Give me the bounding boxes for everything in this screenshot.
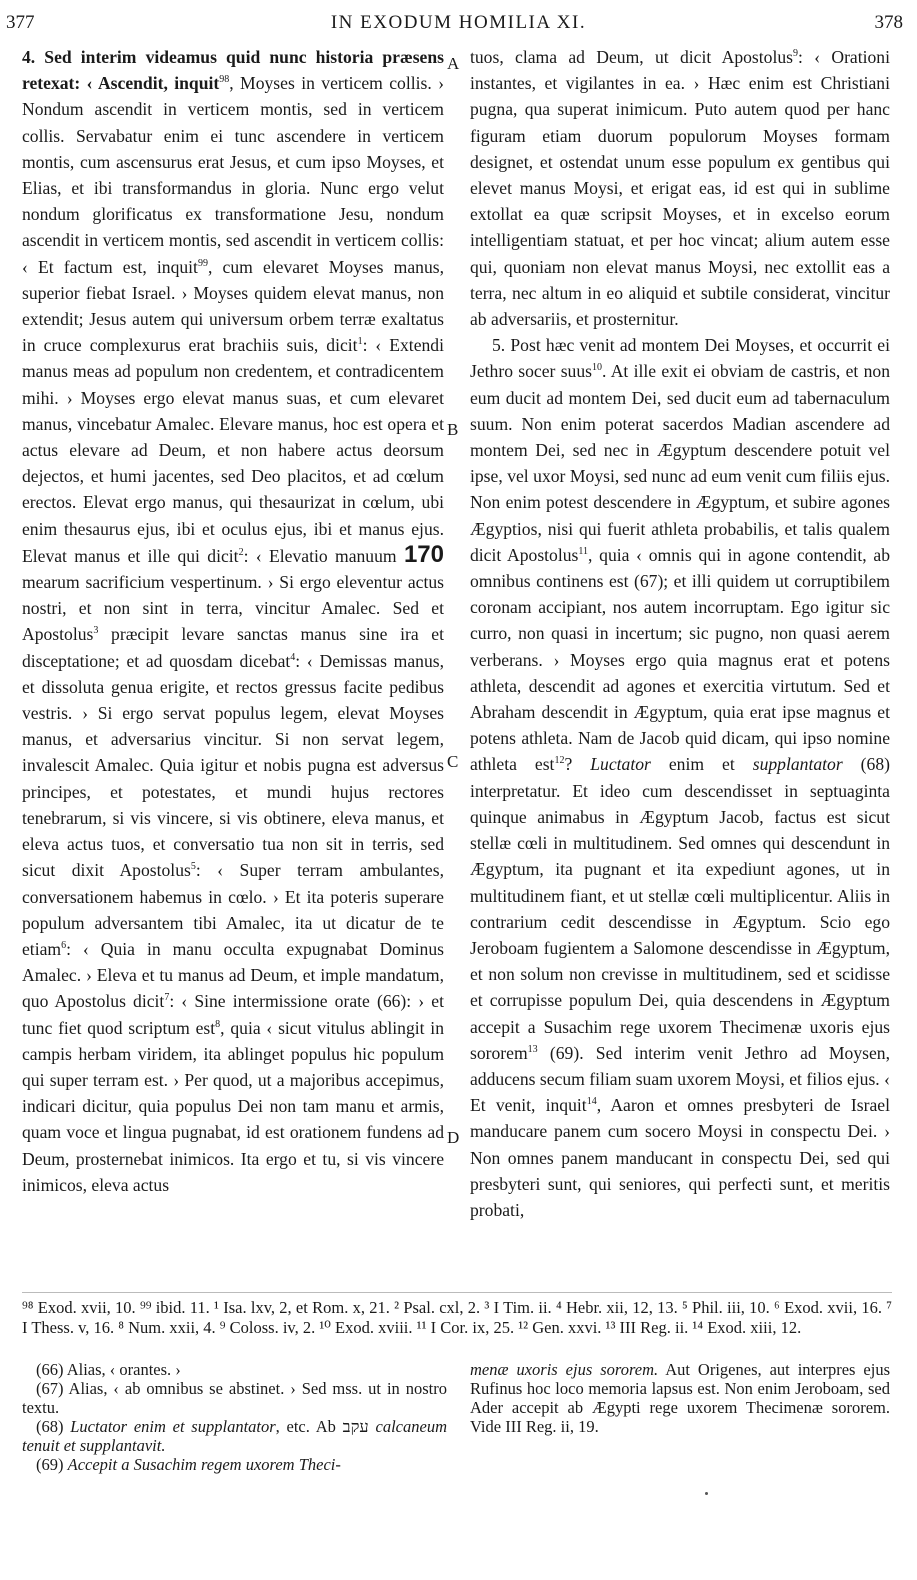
footnote-ref: 9 [792, 48, 798, 60]
note-69 [22, 1455, 447, 1474]
margin-letter-b: B [447, 420, 459, 439]
original-page-marker: 170 [403, 540, 444, 568]
scripture-references: ⁹⁸ Exod. xvii, 10. ⁹⁹ ibid. 11. ¹ Isa. lxv, 2, et Rom. x, 21. ² Psal. cxl, 2. ³ I Tim. ii. ⁴ Hebr. xii, 12, 13. ⁵ Phil. iii, 10. ⁶ Exod. xvii, 16. ⁷ I Thess. v, 16. ⁸ Num. xxii, 4. ⁹ Coloss. iv, 2. ¹⁰ Exod. xviii. ¹¹ I Cor. ix, 25. ¹² Gen. xxvi. ¹³ III Reg. ii. ¹⁴ Exod. xiii, 12. [22, 1298, 892, 1337]
italic-term: menæ uxoris ejus sororem. [470, 1360, 659, 1379]
italic-term: supplantator [752, 754, 843, 775]
text-run: . At ille exit ei obviam de castris, et non eum ducit ad montem Dei, sed ducit eum ad tabernaculum suum. Non enim poterat sacerdos Madian ascendere ad montem Dei, sed nec in Ægyptum descendere potuit vel ipse, vel uxor Moysi, sed nunc ad eum venit cum filiis ejus. Non enim potest descendere in Ægyptum, et subire agones Ægyptios, nisi qui fuerit athleta probabilis, et talis qualem dicit Apostolus [470, 361, 890, 565]
text-run: : ‹ Extendi manus meas ad populum non credentem, et contradicentem mihi. › Moyses ergo elevat manus suas, et cum elevaret manus, vincebatur Amalec. Elevare manus, hoc est opera et actus elevare ad Deum, et non habere actus deorsum dejectos, et humi jacentes, sed Deo placitos, et ad cœlum erectos. Elevat ergo manus, qui thesaurizat in cœlum, ubi enim thesaurus ejus, ibi et oculus ejus, ibi et manus ejus. Elevat manus et ille qui dicit [22, 335, 444, 566]
margin-letter-d: D [447, 1128, 460, 1147]
printer-speck [705, 1492, 708, 1495]
footnote-ref: 11 [578, 546, 589, 557]
text-run: (68) interpretatur. Et ideo cum descendisset in septuaginta quinque animabus in Ægyptum Jacob, factus est sicut stellæ cœli in multitudinem. Sed omnes qui descendunt in Ægyptum, ita pugnant et ita expediunt agones, ut in multitudinem fiant, et ut stellæ cœli multiplicentur. Aliis in contrarium cedit descendisse in Ægyptum. Scio ego Jeroboam fugientem a Salomone descendisse in Ægyptum, et non solum non crevisse in multitudinem, sed et scidisse et corrupisse populum Dei, quia descendens in Ægyptum accepit a Susachim rege uxorem Thecimenæ uxoris ejus sororem [470, 754, 890, 1063]
note-68 [22, 1417, 447, 1455]
italic-term: calcaneum tenuit et supplantavit. [22, 1417, 447, 1455]
note-67: (67) Alias, ‹ ab omnibus se abstinet. › Sed mss. ut in nostro textu. [22, 1379, 447, 1417]
text-run: (69). Sed interim venit Jethro ad Moysen, adducens secum filiam suam uxorem Moysi, et filios ejus. ‹ Et venit, inquit [470, 1042, 890, 1116]
right-column [470, 44, 890, 1223]
italic-term: Accepit a Susachim regem uxorem Theci- [67, 1455, 341, 1474]
hebrew-word: עקב [342, 1417, 369, 1436]
footnote-ref: 8 [215, 1018, 221, 1030]
page-number-right: 378 [874, 12, 903, 33]
text-run: : ‹ Sine intermissione orate (66): › et tunc fiet quod scriptum est [22, 991, 444, 1038]
footnote-ref: 12 [554, 755, 565, 767]
footnote-ref: 98 [219, 74, 230, 86]
text-run: : ‹ Orationi instantes, et vigilantes in ea. › Hæc enim est Christiani pugna, qua superat inimicum. Puto autem quod per hanc figuram etiam duorum populorum Moyses formam designet, et ostendat unum esse populum ex gentibus qui elevet manus Moysi, et erigat eas, id est qui in sublime extollat ea quæ scripsit Moyses, et in excelso eorum intelligentiam statuat, et per hoc vincat; alium autem esse qui, quoniam non elevat manus Moysi, nec extollit eas a terra, nec altum in eo aliquid et subtile considerat, vincitur ab adversariis, et prosternitur. [470, 47, 890, 330]
italic-term: Luctator enim et supplantator [70, 1417, 276, 1436]
text-run: (69) [36, 1455, 68, 1474]
footnote-ref: 99 [197, 257, 208, 269]
footnote-ref: 13 [527, 1043, 538, 1055]
section-opening: 4. Sed interim videamus quid nunc historia præsens retexat: ‹ Ascendit, inquit [22, 47, 444, 94]
text-run: Aut Origenes, aut interpres ejus Rufinus hoc loco memoria lapsus est. Non enim Jeroboam, sed Ader accepit ab Ægypti rege uxorem Thecimenæ sororem. Vide III Reg. ii, 19. [470, 1360, 890, 1436]
text-run: , quia ‹ sicut vitulus ablingit in campis herbam viridem, ita ablinget populus hic populum qui super terram est. › Per quod, ut a majoribus accepimus, indicari dicitur, quia populus Dei non tam manu et armis, quam voce et lingua pugnabat, id est orationem fundens ad Deum, prosternebat inimicos. Ita ergo et tu, si vis vincere inimicos, eleva actus [22, 1017, 444, 1195]
text-run: , Moyses in verticem collis. › Nondum ascendit in verticem montis, sed in verticem collis. [22, 73, 444, 146]
paragraph-5 [470, 332, 890, 1223]
text-run: , etc. Ab [275, 1417, 343, 1436]
text-run: 5. Post hæc venit ad montem Dei Moyses, et occurrit ei Jethro socer suus [470, 335, 890, 382]
text-run: , Aaron et omnes presbyteri de Israel manducare panem cum socero Moysi in conspectu Dei. › Non omnes panem manducant in conspectu Dei, sed qui presbyteri sunt, qui seniores, qui perfecti sunt, et meritis probati, [470, 1095, 890, 1220]
text-run: : ‹ Elevatio manuum [243, 545, 397, 566]
margin-letter-a: A [447, 54, 460, 73]
text-run: : ‹ Demissas manus, et dissoluta genua erigite, et rectos gressus facite pedibus vestris. › Si ergo servat populus legem, elevat Moyses manus, et adversarius vincitur. Si non servat legem, invalescit Amalec. Quia igitur et nobis pugna est adversus principes, et potestates, et mundi hujus rectores tenebrarum, si vis vincere, si vis obtinere, eleva manus, et eleva actus tuos, et conversatio tua non sit in terris, sed sicut dixit Apostolus [22, 650, 444, 881]
note-66: (66) Alias, ‹ orantes. › [36, 1360, 181, 1379]
note-69-continued [470, 1360, 890, 1436]
footnote-divider [22, 1292, 892, 1293]
paragraph-4 [22, 44, 444, 1198]
margin-letter-c: C [447, 752, 459, 771]
text-run: Servabatur enim ei tunc ascendere in verticem montis, cum ascensurus erat Jesus, et cum ipso Moyses, et Elias, et ibi transformandus in gloria. Nunc ergo velut nondum glorificatus ex transformatione Jesu, nondum ascendit in verticem montis, sed ascendit in verticem collis: ‹ Et factum est, inquit [22, 125, 444, 277]
critical-notes-left [22, 1360, 447, 1474]
page-number-left: 377 [6, 12, 35, 33]
running-title: IN EXODUM HOMILIA XI. [330, 12, 587, 33]
italic-term: Luctator [590, 754, 651, 775]
footnote-ref: 6 [61, 940, 67, 952]
text-run: mearum sacrificium vespertinum. › Si ergo eleventur actus nostri, et non sint in terra, vincitur Amalec. Sed et Apostolus [22, 572, 444, 645]
footnote-ref: 5 [190, 861, 196, 873]
footnote-ref: 10 [592, 362, 602, 374]
critical-notes-right [470, 1360, 890, 1436]
footnote-ref: 3 [93, 625, 99, 637]
left-column [22, 44, 444, 1198]
text-run: ? [564, 754, 591, 775]
footnote-ref: 2 [238, 547, 244, 558]
text-run: præcipit levare sanctas manus sine ira et disceptatione; et ad quosdam dicebat [22, 624, 444, 671]
footnote-ref: 4 [290, 651, 296, 663]
text-run: (68) [36, 1417, 71, 1436]
footnote-ref: 14 [586, 1096, 597, 1108]
text-run: tuos, clama ad Deum, ut dicit Apostolus [470, 47, 793, 67]
paragraph-continued [470, 44, 890, 332]
text-run: , cum elevaret Moyses manus, superior fiebat Israel. › Moyses quidem elevat manus, non extendit; Jesus autem qui universum orbem terræ exaltatus in cruce complexurus erat brachiis suis, dicit [22, 256, 444, 356]
text-run: , quia ‹ omnis qui in agone contendit, ab omnibus continens est (67); et illi quidem ut corruptibilem coronam accipiant, nos autem incorruptam. Ego igitur sic curro, non quasi in incertum; sic pugno, non quasi aerem verberans. › Moyses ergo quia magnus erat et potens athleta, descendit ad agones et exercitia virtutum. Sed et Abraham descendit in Ægyptum, quia erat ipse magnus et potens athleta. Nam de Jacob quid dicam, qui ipso nomine athleta est [470, 544, 890, 775]
footnote-ref: 7 [164, 992, 170, 1004]
text-run: : ‹ Quia in manu occulta expugnabat Dominus Amalec. › Eleva et tu manus ad Deum, et imple mandatum, quo Apostolus dicit [22, 938, 444, 1012]
text-run: enim et [650, 754, 753, 775]
text-run: : ‹ Super terram ambulantes, conversationem habemus in cœlo. › Et ita poteris superare populum adversantem tibi Amalec, ita ut dicatur de te etiam [22, 860, 444, 959]
footnote-ref: 1 [357, 336, 363, 348]
running-header [0, 8, 917, 38]
